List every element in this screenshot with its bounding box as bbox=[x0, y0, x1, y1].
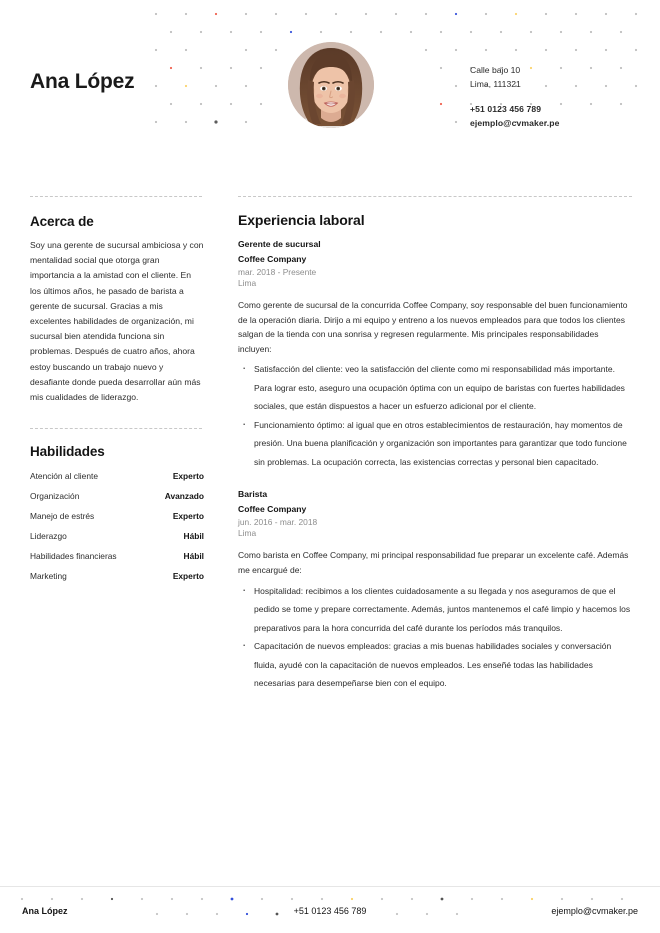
skill-level: Experto bbox=[172, 471, 204, 481]
job-location: Lima bbox=[238, 528, 257, 539]
experience-entry bbox=[238, 489, 632, 692]
phone-number: +51 0123 456 789 bbox=[470, 104, 542, 114]
skill-row bbox=[30, 546, 204, 566]
footer-phone: +51 0123 456 789 bbox=[293, 906, 367, 916]
sidebar-about-section bbox=[30, 214, 204, 405]
address-line-2: Lima, 111321 bbox=[470, 79, 521, 89]
divider-about bbox=[30, 196, 202, 197]
job-company: Coffee Company bbox=[238, 504, 307, 515]
skill-row bbox=[30, 566, 204, 586]
page-title: Ana López bbox=[30, 70, 135, 93]
skill-level: Experto bbox=[172, 571, 204, 581]
skill-name: Organización bbox=[30, 491, 80, 501]
skill-name: Habilidades financieras bbox=[30, 551, 117, 561]
skill-name: Liderazgo bbox=[30, 531, 67, 541]
job-company: Coffee Company bbox=[238, 254, 307, 264]
job-description: Como gerente de sucursal de la concurrida Coffee Company, soy responsable del buen funcionamiento de la operación diaria. Dirijo a mi equipo y entreno a los nuevos empleados para que todos los clientes salgan de la tienda con una sonrisa y regresen regularmente. Mis principales responsabilidades incluyen: bbox=[238, 300, 628, 354]
footer-email: ejemplo@cvmaker.pe bbox=[551, 906, 638, 916]
experience-section bbox=[238, 212, 632, 695]
job-responsibility-list bbox=[238, 582, 632, 693]
job-title: Barista bbox=[238, 489, 268, 500]
footer-name: Ana López bbox=[22, 906, 68, 916]
dot-pattern-icon bbox=[150, 6, 650, 132]
skill-row bbox=[30, 506, 204, 526]
skill-level: Avanzado bbox=[164, 491, 204, 501]
skills-list bbox=[30, 466, 204, 586]
skill-row bbox=[30, 526, 204, 546]
skill-level: Experto bbox=[172, 511, 204, 521]
page-footer bbox=[0, 906, 660, 926]
jobs-container bbox=[238, 239, 632, 693]
skill-row bbox=[30, 486, 204, 506]
contact-spacer bbox=[470, 91, 559, 102]
experience-entry bbox=[238, 239, 632, 471]
divider-experience bbox=[238, 196, 632, 197]
skill-level: Hábil bbox=[183, 551, 204, 561]
avatar bbox=[288, 42, 374, 128]
job-responsibility-list bbox=[238, 360, 632, 471]
list-item: · Funcionamiento óptimo: al igual que en otros establecimientos de restauración, hay momentos de presión. Una buena planificación y organización son importantes para garantizar que todo funcione sin problemas. La ocupación correcta, las existencias correctas y personal bien capacitado. bbox=[238, 416, 632, 472]
profile-photo-icon bbox=[288, 42, 374, 128]
sidebar-skills-section bbox=[30, 444, 204, 468]
skill-row bbox=[30, 466, 204, 486]
divider-skills bbox=[30, 428, 202, 429]
address-line-1: Calle bajo 10 bbox=[470, 65, 521, 75]
footer-divider bbox=[0, 886, 660, 887]
contact-details bbox=[470, 63, 559, 130]
skill-name: Atención al cliente bbox=[30, 471, 98, 481]
job-title: Gerente de sucursal bbox=[238, 239, 321, 249]
email-address: ejemplo@cvmaker.pe bbox=[470, 118, 560, 128]
list-item: · Satisfacción del cliente: veo la satisfacción del cliente como mi responsabilidad más importante. Para lograr esto, aseguro una ocupación óptima con un equipo de baristas con fuertes habilidades sociales, que están dispuestos a hacer un esfuerzo adicional por el cliente. bbox=[238, 360, 632, 416]
skill-name: Marketing bbox=[30, 571, 67, 581]
about-heading: Acerca de bbox=[30, 214, 94, 229]
job-spacer bbox=[238, 473, 632, 489]
skills-heading: Habilidades bbox=[30, 444, 105, 459]
experience-heading: Experiencia laboral bbox=[238, 212, 365, 228]
job-dates: mar. 2018 - Presente bbox=[238, 267, 317, 277]
job-description: Como barista en Coffee Company, mi principal responsabilidad fue preparar un excelente café. Además me encargué de: bbox=[238, 550, 629, 575]
job-dates: jun. 2016 - mar. 2018 bbox=[238, 517, 318, 528]
skill-level: Hábil bbox=[183, 531, 204, 541]
about-body: Soy una gerente de sucursal ambiciosa y con mentalidad social que otorga gran importancia a la amistad con el cliente. En los últimos años, he pasado de barista a gerente de sucursal. Gracias a mis excelentes habilidades de organización, mi sucursal bien atendida funciona sin problemas. Después de cuatro años, ahora estoy buscando un trabajo nuevo y desafiante donde pueda desarrollar aún más mis cualidades de liderazgo. bbox=[30, 240, 204, 403]
job-location: Lima bbox=[238, 278, 257, 288]
list-item: · Capacitación de nuevos empleados: gracias a mis buenas habilidades sociales y conversación fluida, ayudé con la capacitación de nuevos empleados. Les enseñé todas las habilidades necesarias para desempeñarse bien con el equipo. bbox=[238, 637, 632, 693]
skill-name: Manejo de estrés bbox=[30, 511, 95, 521]
list-item: · Hospitalidad: recibimos a los clientes cuidadosamente a su llegada y nos aseguramos de que el pedido se tome y prepare correctamente. Además, juntos mantenemos el café limpio y hacemos los preparativos para la hora concurrida del café durante los períodos más tranquilos. bbox=[238, 582, 632, 638]
